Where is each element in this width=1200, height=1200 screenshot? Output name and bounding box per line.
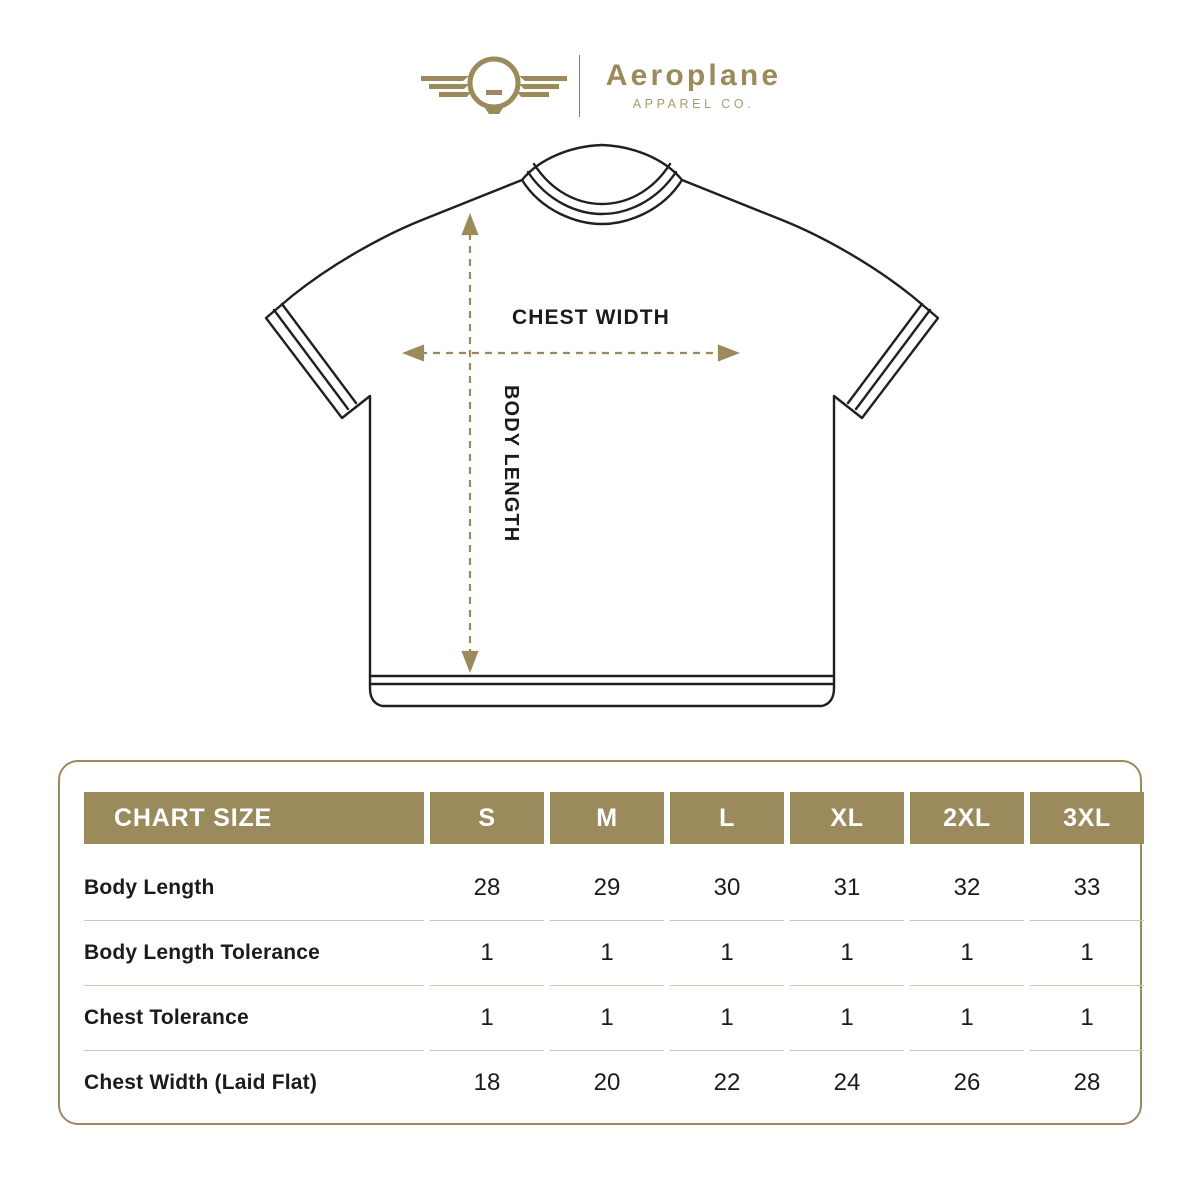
row-label: Body Length Tolerance (84, 921, 424, 986)
cell-value: 1 (670, 921, 784, 986)
brand-name: Aeroplane (605, 59, 782, 93)
cell-value: 1 (430, 986, 544, 1051)
cell-value: 1 (430, 921, 544, 986)
table-row (84, 1051, 1144, 1115)
cell-value: 1 (670, 986, 784, 1051)
cell-value: 31 (790, 856, 904, 921)
cell-value: 29 (550, 856, 664, 921)
cell-value: 26 (953, 1069, 981, 1096)
cell-value: 1 (910, 921, 1024, 986)
brand-divider (579, 55, 580, 117)
header-spacer-row (84, 844, 1144, 856)
header-size-xl: XL (790, 792, 904, 844)
table-row (84, 856, 1144, 921)
cell-value: 1 (550, 986, 664, 1051)
brand-lockup (606, 61, 782, 111)
aeroplane-wings-monogram-icon (419, 50, 569, 122)
table-row (84, 986, 1144, 1051)
cell-value: 28 (430, 856, 544, 921)
cell-value: 1 (1030, 986, 1144, 1051)
table-header-row (84, 792, 1144, 844)
cell-value: 24 (833, 1069, 861, 1096)
cell-value: 1 (790, 921, 904, 986)
brand-subtitle: APPAREL CO. (632, 97, 755, 112)
header-size-s: S (430, 792, 544, 844)
cell-value: 32 (910, 856, 1024, 921)
row-label: Body Length (84, 856, 424, 921)
header-size-3xl: 3XL (1030, 792, 1144, 844)
cell-value: 1 (550, 921, 664, 986)
header-chart-size: CHART SIZE (84, 792, 424, 844)
size-chart-card (58, 760, 1142, 1125)
cell-value: 28 (1073, 1069, 1101, 1096)
chest-width-label: CHEST WIDTH (512, 306, 670, 329)
brand-header (0, 46, 1200, 126)
cell-value: 20 (593, 1069, 621, 1096)
table-row (84, 921, 1144, 986)
row-label: Chest Width (Laid Flat) (84, 1071, 318, 1094)
cell-value: 18 (473, 1069, 501, 1096)
tshirt-diagram (222, 128, 982, 738)
body-length-label: BODY LENGTH (500, 385, 522, 543)
header-size-2xl: 2XL (910, 792, 1024, 844)
cell-value: 1 (910, 986, 1024, 1051)
header-size-m: M (550, 792, 664, 844)
header-size-l: L (670, 792, 784, 844)
cell-value: 33 (1030, 856, 1144, 921)
row-label: Chest Tolerance (84, 986, 424, 1051)
cell-value: 30 (670, 856, 784, 921)
size-chart-table (78, 792, 1150, 1115)
cell-value: 1 (1030, 921, 1144, 986)
cell-value: 1 (790, 986, 904, 1051)
cell-value: 22 (713, 1069, 741, 1096)
